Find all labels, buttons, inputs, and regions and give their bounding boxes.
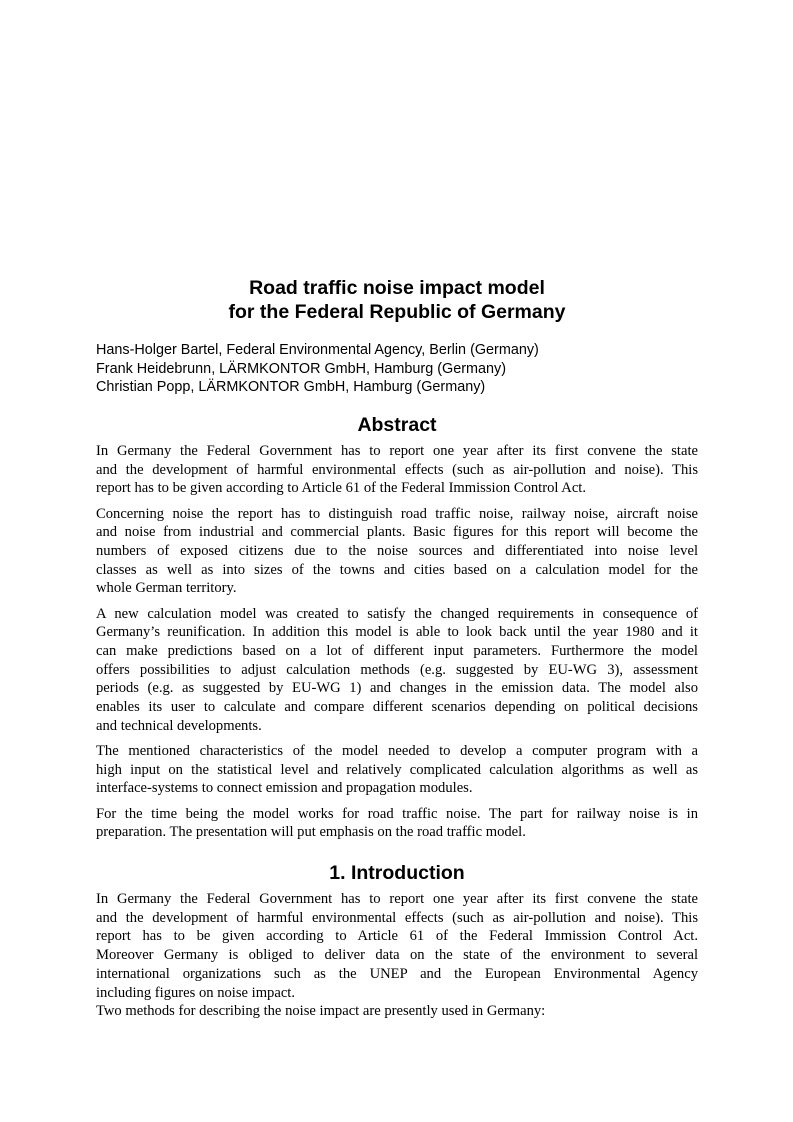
text-line: including figures on noise impact.: [96, 984, 296, 1001]
abstract-paragraph: [96, 442, 698, 498]
abstract-body: [96, 442, 698, 849]
title-line-2: for the Federal Republic of Germany: [228, 301, 566, 323]
text-line: high input on the statistical level and relatively complicated calculation algorithms as well as: [96, 761, 698, 778]
abstract-heading: Abstract: [357, 414, 437, 436]
author-list: [96, 341, 698, 397]
introduction-heading: 1. Introduction: [329, 862, 465, 884]
text-line: international organizations such as the UNEP and the European Environmental Agency: [96, 965, 698, 982]
text-line: preparation. The presentation will put emphasis on the road traffic model.: [96, 824, 526, 841]
text-line: whole German territory.: [96, 580, 237, 597]
text-line: offers possibilities to adjust calculation methods (e.g. suggested by EU-WG 3), assessment: [96, 661, 698, 678]
text-line: and the development of harmful environmental effects (such as air-pollution and noise). This: [96, 909, 698, 926]
author-line: Christian Popp, LÄRMKONTOR GmbH, Hamburg (Germany): [96, 379, 486, 395]
text-line: Two methods for describing the noise impact are presently used in Germany:: [96, 1003, 546, 1020]
author-line: Frank Heidebrunn, LÄRMKONTOR GmbH, Hamburg (Germany): [96, 360, 506, 377]
paper-title: [96, 276, 698, 324]
text-line: Germany’s reunification. In addition this model is able to look back until the year 1980 and it: [96, 624, 698, 641]
text-line: enables its user to calculate and compare different scenarios depending on political decisions: [96, 699, 698, 716]
abstract-paragraph: [96, 605, 698, 736]
text-line: In Germany the Federal Government has to report one year after its first convene the state: [96, 443, 698, 459]
text-line: numbers of exposed citizens due to the noise sources and differentiated into noise level: [96, 543, 698, 560]
title-line-1: Road traffic noise impact model: [249, 277, 545, 299]
text-line: The mentioned characteristics of the model needed to develop a computer program with a: [96, 743, 698, 760]
text-line: In Germany the Federal Government has to report one year after its first convene the state: [96, 891, 698, 907]
text-line: classes as well as into sizes of the towns and cities based on a calculation model for the: [96, 561, 698, 578]
introduction-paragraph: [96, 890, 698, 1002]
text-line: Moreover Germany is obliged to deliver data on the state of the environment to several: [96, 947, 698, 964]
text-line: and the development of harmful environmental effects (such as air-pollution and noise). This: [96, 461, 698, 478]
text-line: A new calculation model was created to satisfy the changed requirements in consequence of: [96, 605, 698, 622]
text-line: can make predictions based on a lot of different input parameters. Furthermore the model: [96, 643, 698, 660]
abstract-paragraph: [96, 742, 698, 798]
text-line: and noise from industrial and commercial plants. Basic figures for this report will become the: [96, 524, 698, 541]
abstract-paragraph: [96, 805, 698, 842]
author-line: Hans-Holger Bartel, Federal Environmental Agency, Berlin (Germany): [96, 342, 539, 358]
text-line: report has to be given according to Article 61 of the Federal Immission Control Act.: [96, 928, 698, 945]
text-line: Concerning noise the report has to distinguish road traffic noise, railway noise, aircraft noise: [96, 505, 698, 522]
introduction-paragraph: [96, 1002, 698, 1021]
abstract-paragraph: [96, 505, 698, 599]
text-line: For the time being the model works for road traffic noise. The part for railway noise is in: [96, 805, 698, 822]
text-line: periods (e.g. as suggested by EU-WG 1) and changes in the emission data. The model also: [96, 680, 698, 697]
text-line: and technical developments.: [96, 717, 262, 734]
introduction-body: [96, 890, 698, 1021]
text-line: interface-systems to connect emission and propagation modules.: [96, 780, 473, 797]
text-line: report has to be given according to Article 61 of the Federal Immission Control Act.: [96, 480, 586, 497]
